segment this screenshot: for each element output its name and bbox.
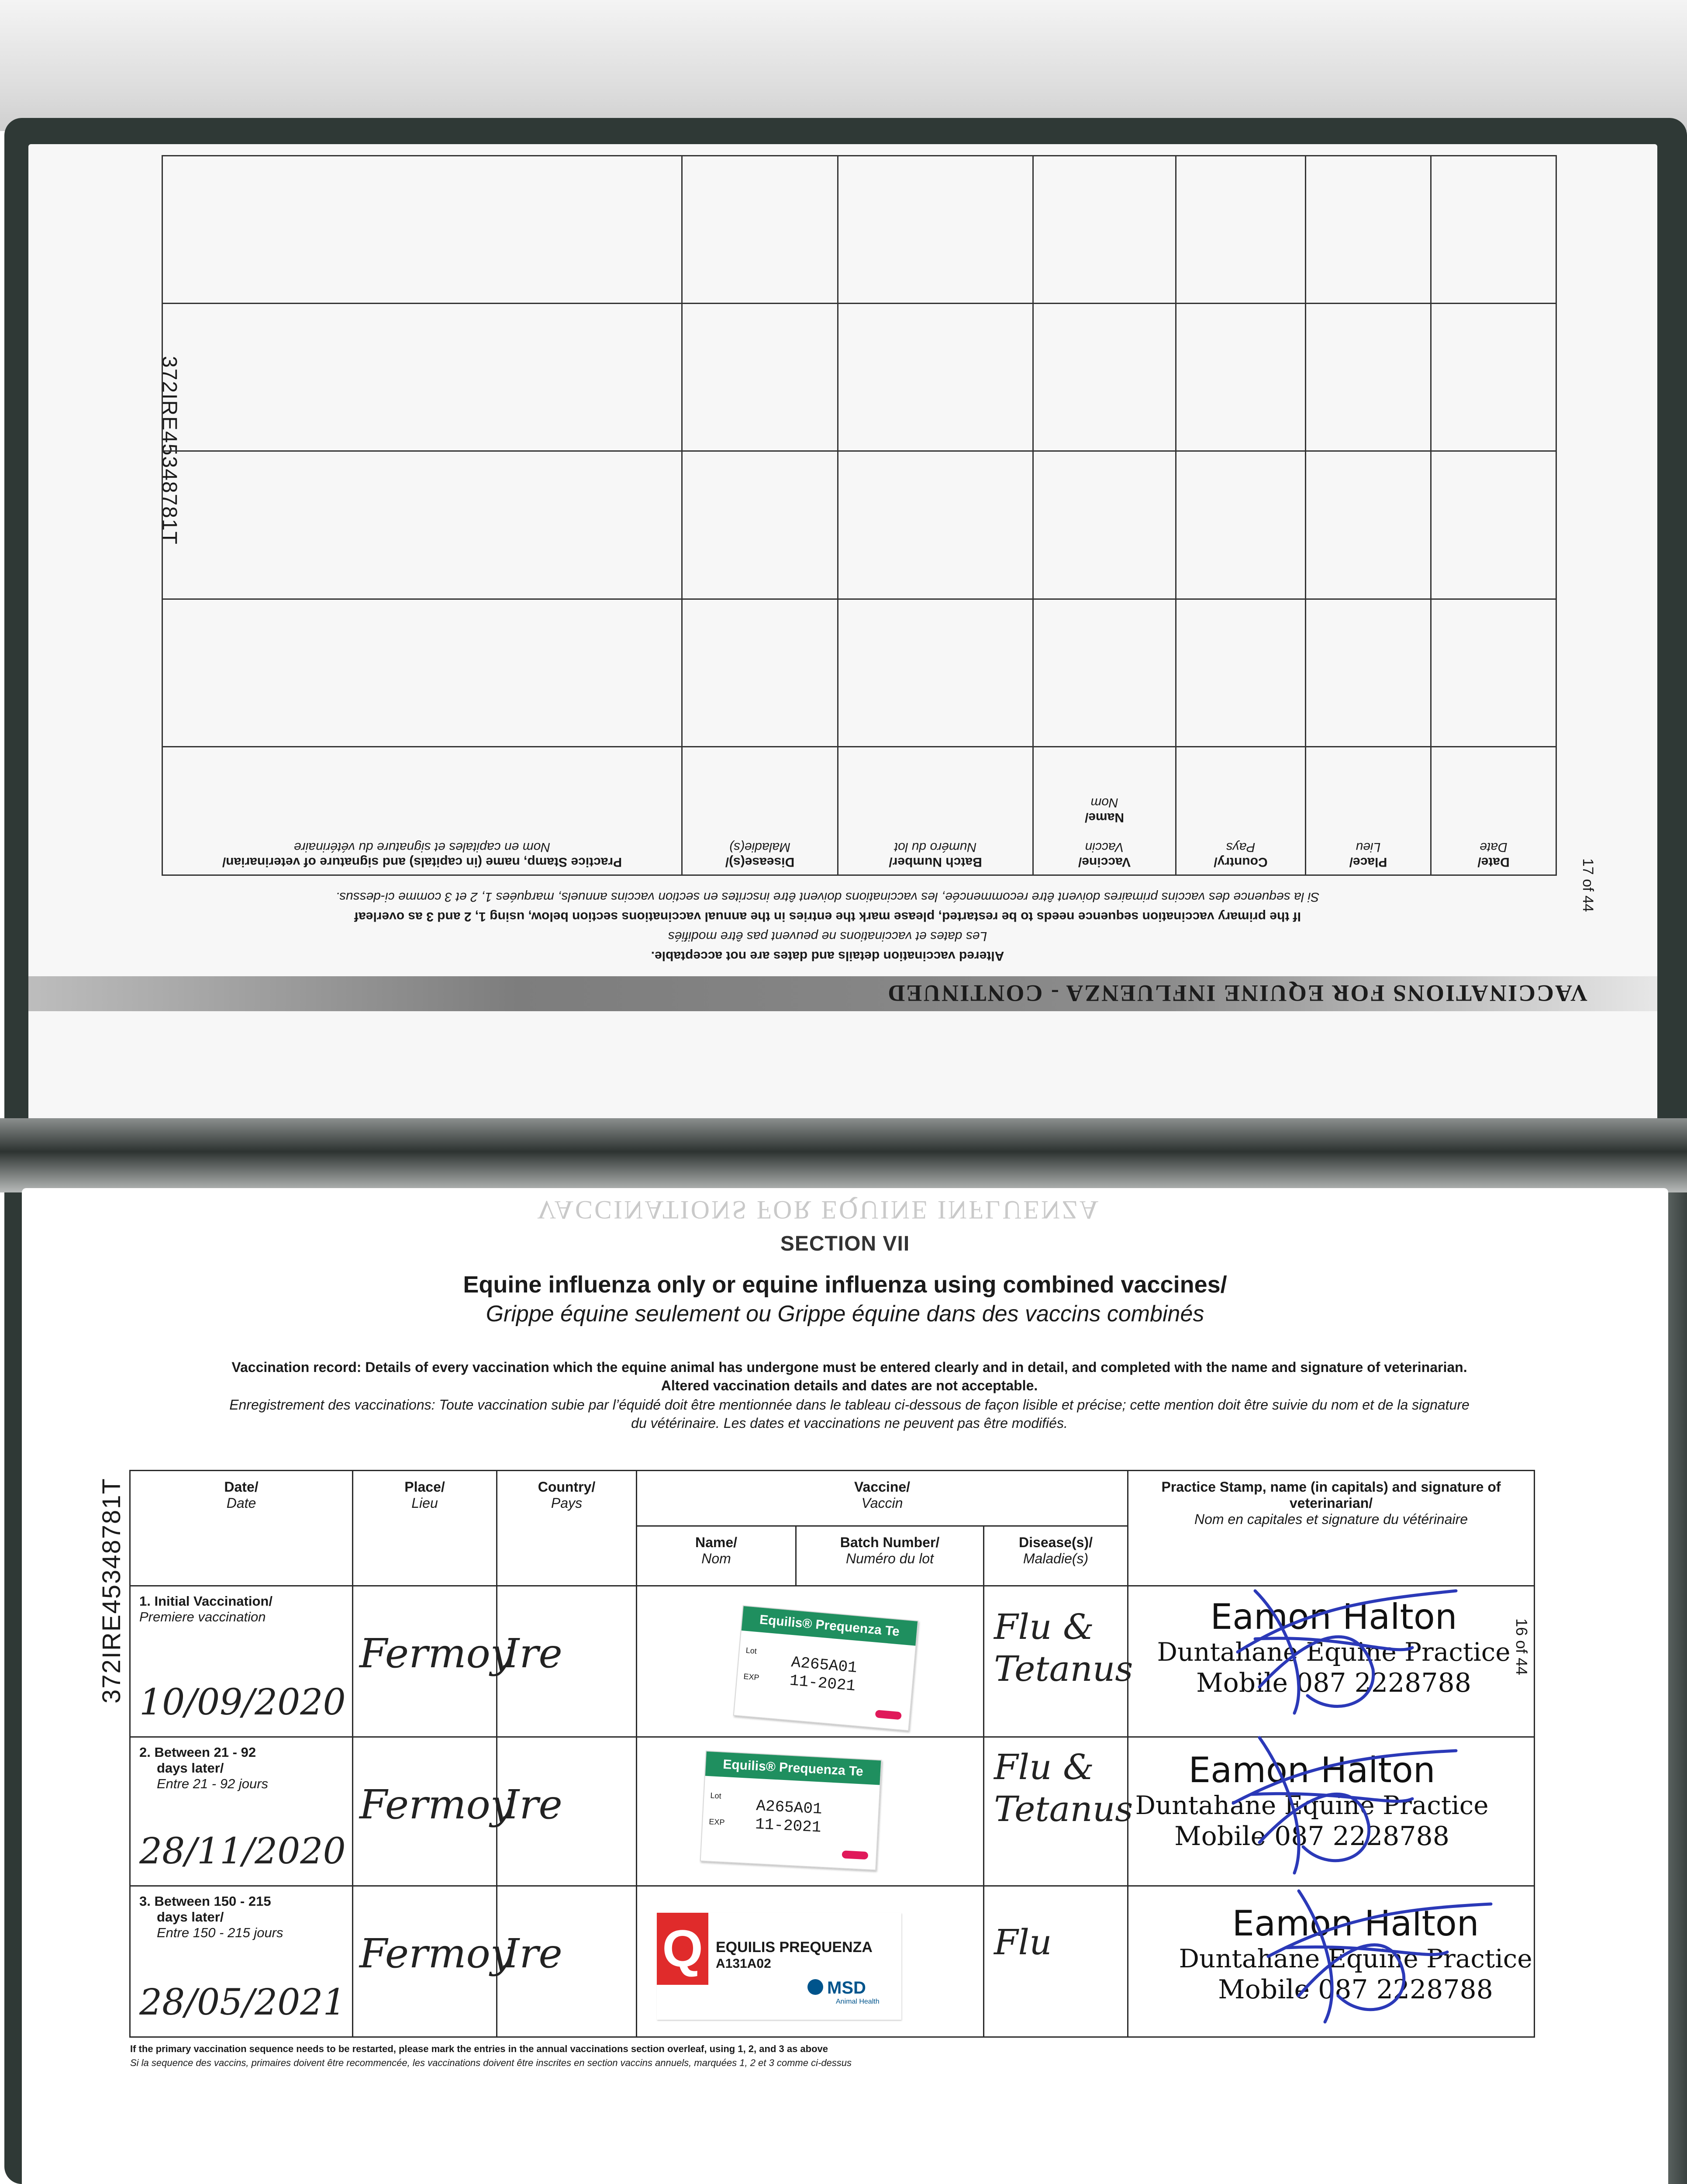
header-country: Country/ Pays	[497, 1471, 637, 1586]
vaccine-sticker	[733, 1605, 919, 1731]
upper-table-row	[162, 451, 1556, 599]
show-through-text: VACCINATIONS FOR EQUINE INFLUENZA	[537, 1196, 1101, 1224]
upper-heading-band	[28, 976, 1657, 1011]
date-cell	[130, 1737, 353, 1886]
vet-mobile: Mobile 087 2228788	[1218, 1974, 1493, 2005]
upper-table-row	[162, 156, 1556, 304]
upper-col-name: Vaccine/ Vaccin Name/ Nom	[1033, 746, 1176, 875]
place-value: Fermoy	[359, 1781, 513, 1828]
sticker-tab	[875, 1710, 902, 1720]
vaccination-date: 10/09/2020	[139, 1682, 346, 1724]
country-cell	[497, 1886, 637, 2037]
table-row	[130, 1886, 1535, 2037]
vet-name: Eamon Halton	[1232, 1903, 1479, 1944]
header-place: Place/ Lieu	[353, 1471, 497, 1586]
stamp-cell	[1128, 1886, 1535, 2037]
place-cell	[353, 1737, 513, 1886]
sticker-exp-label: EXP	[743, 1672, 760, 1683]
header-batch: Batch Number/ Numéro du lot	[796, 1526, 984, 1586]
section-title: SECTION VII	[780, 1232, 910, 1255]
vet-practice: Duntahane Equine Practice	[1157, 1637, 1511, 1667]
lower-page	[22, 1188, 1668, 2184]
vet-mobile: Mobile 087 2228788	[1196, 1668, 1471, 1699]
sticker-lot-label: Lot	[745, 1646, 757, 1656]
stamp-cell	[1128, 1737, 1535, 1886]
vet-name: Eamon Halton	[1210, 1597, 1457, 1638]
vet-signature	[1225, 1729, 1469, 1886]
vet-name: Eamon Halton	[1188, 1750, 1435, 1791]
sticker-exp-label: EXP	[708, 1817, 725, 1827]
table-row	[130, 1737, 1535, 1886]
upper-table-row	[162, 599, 1556, 746]
disease-cell	[984, 1737, 1133, 1886]
vaccine-label	[657, 1913, 901, 2020]
upper-col-country: Country/ Pays	[1176, 746, 1306, 875]
vaccine-sticker-cell	[637, 1737, 984, 1886]
upper-col-disease: Disease(s)/ Maladie(s)	[682, 746, 838, 875]
record-instructions-2: Altered vaccination details and dates are not acceptable.	[661, 1378, 1038, 1393]
upper-vaccination-table	[162, 155, 1557, 876]
upper-page-rotated	[28, 144, 1657, 1142]
batch-number: A265A01	[790, 1653, 858, 1677]
row-label: 1. Initial Vaccination/ Premiere vaccination	[139, 1593, 273, 1625]
page-title-fr: Grippe équine seulement ou Grippe équine dans des vaccins combinés	[486, 1301, 1204, 1327]
country-value: Ire	[504, 1630, 562, 1677]
place-cell	[353, 1886, 513, 2037]
expiry-date: 11-2021	[789, 1672, 856, 1696]
batch-number: A265A01	[756, 1797, 823, 1819]
vaccination-date: 28/11/2020	[139, 1831, 346, 1873]
date-cell	[130, 1586, 353, 1737]
footer-note-fr: Si la sequence des vaccins, primaires doivent être recommencée, les vaccinations doivent être inscrites en section vaccins annuels, marquées 1, 2 et 3 comme ci-dessus	[130, 2057, 852, 2068]
upper-col-date: Date/ Date	[1431, 746, 1556, 875]
sticker-product-name: Equilis® Prequenza Te	[705, 1752, 881, 1785]
header-stamp: Practice Stamp, name (in capitals) and signature of veterinarian/ Nom en capitales et signature du vétérinaire	[1128, 1471, 1535, 1586]
vaccine-product-name: EQUILIS PREQUENZA	[716, 1939, 873, 1956]
place-value: Fermoy	[359, 1630, 513, 1677]
equilis-logo-icon: Q	[657, 1913, 708, 1985]
upper-note-altered-fr: Les dates et vaccinations ne peuvent pas être modifiés	[668, 929, 987, 943]
upper-note-restart-fr: Si la sequence des vaccins primaires doivent être recommencée, les vaccinations doivent être inscrites en section vaccins annuels, marquées 1, 2 et 3 comme ci-dessus.	[335, 890, 1320, 904]
page-number: 16 of 44	[1513, 1618, 1531, 1676]
place-cell	[353, 1586, 513, 1737]
header-name: Name/ Nom	[637, 1526, 796, 1586]
upper-col-place: Place/ Lieu	[1306, 746, 1431, 875]
batch-number: A131A02	[716, 1956, 771, 1971]
vaccine-sticker	[700, 1751, 882, 1871]
country-value: Ire	[504, 1781, 562, 1828]
country-cell	[497, 1737, 637, 1886]
sticker-product-name: Equilis® Prequenza Te	[742, 1607, 918, 1646]
scan-background	[0, 0, 1687, 131]
row-label: 3. Between 150 - 215 days later/ Entre 150 - 215 jours	[139, 1894, 283, 1941]
vaccination-table	[129, 1470, 1535, 2038]
expiry-date: 11-2021	[755, 1815, 822, 1837]
vaccine-sticker-cell	[637, 1886, 984, 2037]
header-disease: Disease(s)/ Maladie(s)	[984, 1526, 1128, 1586]
vet-mobile: Mobile 087 2228788	[1174, 1821, 1449, 1852]
book-gutter	[0, 1118, 1687, 1192]
upper-col-stamp: Practice Stamp, name (in capitals) and signature of veterinarian/ Nom en capitales et signature du vétérinaire	[162, 746, 682, 875]
disease-cell	[984, 1886, 1128, 2037]
date-cell	[130, 1886, 353, 2037]
row-label: 2. Between 21 - 92 days later/ Entre 21 - 92 jours	[139, 1745, 269, 1792]
upper-page	[28, 144, 1657, 1142]
record-instructions: Vaccination record: Details of every vaccination which the equine animal has undergone must be entered clearly and in detail, and completed with the name and signature of veterinarian.	[231, 1359, 1467, 1375]
upper-note-restart: If the primary vaccination sequence needs to be restarted, please mark the entries in the annual vaccinations section below, using 1, 2 and 3 as overleaf	[354, 909, 1301, 924]
upper-table-header	[162, 746, 1556, 875]
footer-note: If the primary vaccination sequence needs to be restarted, please mark the entries in the annual vaccinations section overleaf, using 1, 2, and 3 as above	[130, 2043, 828, 2054]
upper-table-row	[162, 304, 1556, 451]
vet-signature	[1259, 1878, 1504, 2035]
page-title: Equine influenza only or equine influenza using combined vaccines/	[463, 1272, 1227, 1298]
header-vaccine: Vaccine/ Vaccin	[637, 1471, 1128, 1526]
disease-value: Flu	[994, 1922, 1052, 1963]
upper-col-batch: Batch Number/ Numéro du lot	[838, 746, 1033, 875]
table-row	[130, 1586, 1535, 1737]
vaccination-date: 28/05/2021	[139, 1982, 346, 2023]
table-header-row	[130, 1471, 1535, 1526]
country-value: Ire	[504, 1930, 562, 1977]
passport-id-code: 372IRE45348781T	[97, 1478, 126, 1704]
stamp-cell	[1128, 1586, 1535, 1737]
manufacturer-subtitle: Animal Health	[836, 1998, 880, 2006]
place-value: Fermoy	[359, 1930, 513, 1977]
vet-practice: Duntahane Equine Practice	[1135, 1790, 1489, 1821]
disease-cell	[984, 1586, 1133, 1737]
vaccine-sticker-cell	[637, 1586, 984, 1737]
disease-value: Flu & Tetanus	[994, 1747, 1133, 1830]
record-instructions-fr-2: du vétérinaire. Les dates et vaccinations ne peuvent pas être modifiés.	[631, 1415, 1068, 1431]
vet-signature	[1229, 1573, 1473, 1731]
manufacturer-name: MSD	[827, 1978, 866, 1998]
header-date: Date/ Date	[130, 1471, 353, 1586]
sticker-lot-label: Lot	[710, 1791, 722, 1800]
upper-page-number: 17 of 44	[1580, 858, 1596, 912]
record-instructions-fr: Enregistrement des vaccinations: Toute vaccination subie par l’équidé doit être mentionnée dans le tableau ci-dessous de façon lisible et précise; cette mention doit être suivie du nom et de la signature	[229, 1397, 1470, 1413]
upper-id-code: 372IRE45348781T	[158, 356, 181, 545]
vet-practice: Duntahane Equine Practice	[1179, 1944, 1532, 1974]
sticker-tab	[842, 1851, 868, 1860]
disease-value: Flu & Tetanus	[994, 1607, 1133, 1690]
country-cell	[497, 1586, 637, 1737]
upper-heading: VACCINATIONS FOR EQUINE INFLUENZA - CONTINUED	[887, 980, 1587, 1006]
upper-note-altered: Altered vaccination details and dates are not acceptable.	[651, 949, 1004, 963]
msd-logo-icon	[807, 1979, 823, 1995]
